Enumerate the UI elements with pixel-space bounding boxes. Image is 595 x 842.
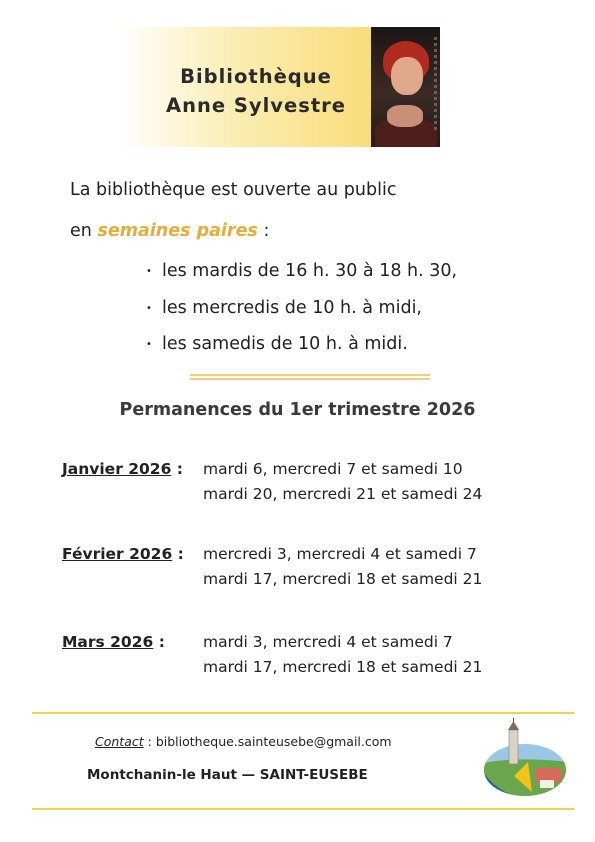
portrait-photo [371, 27, 440, 147]
bullet-icon: • [146, 302, 152, 314]
dates-line: mercredi 3, mercredi 4 et samedi 7 [203, 545, 477, 563]
month-label-february [62, 545, 184, 563]
contact-label: Contact [95, 734, 144, 749]
contact-email[interactable]: bibliotheque.sainteusebe@gmail.com [155, 734, 392, 749]
even-weeks-emphasis: semaines paires [97, 221, 258, 241]
footer-rule-top [32, 712, 574, 714]
village-logo [480, 718, 570, 800]
opening-weeks-suffix: : [263, 221, 270, 241]
town-name: Montchanin-le Haut — SAINT-EUSEBE [87, 767, 368, 783]
hours-text: les mercredis de 10 h. à midi, [162, 298, 422, 318]
opening-weeks [70, 221, 269, 241]
dates-line: mardi 6, mercredi 7 et samedi 10 [203, 460, 463, 478]
month-name: Février 2026 [62, 545, 173, 563]
opening-weeks-prefix: en [70, 221, 92, 241]
month-dates-january [203, 457, 482, 507]
hours-item [146, 298, 422, 318]
hours-item [146, 334, 408, 354]
month-sep: : [171, 460, 183, 478]
month-label-january [62, 460, 183, 478]
month-name: Mars 2026 [62, 633, 154, 651]
dates-line: mardi 17, mercredi 18 et samedi 21 [203, 658, 483, 676]
hours-item [146, 261, 457, 281]
dates-line: mardi 3, mercredi 4 et samedi 7 [203, 633, 453, 651]
hours-text: les mardis de 16 h. 30 à 18 h. 30, [162, 261, 458, 281]
dates-line: mardi 20, mercredi 21 et samedi 24 [203, 485, 483, 503]
month-label-march [62, 633, 165, 651]
contact-line [95, 734, 392, 749]
month-dates-february [203, 542, 482, 592]
library-title-line2: Anne Sylvestre [165, 94, 347, 117]
hours-text: les samedis de 10 h. à midi. [162, 334, 408, 354]
schedule-title: Permanences du 1er trimestre 2026 [119, 400, 476, 420]
footer-rule-bottom [32, 808, 574, 810]
month-name: Janvier 2026 [62, 460, 172, 478]
bullet-icon: • [146, 338, 152, 350]
section-divider [190, 374, 430, 380]
month-sep: : [153, 633, 165, 651]
dates-line: mardi 17, mercredi 18 et samedi 21 [203, 570, 483, 588]
book-spine-text [434, 37, 437, 132]
contact-sep: : [143, 734, 156, 749]
portrait-hands [387, 105, 423, 127]
library-title-line1: Bibliothèque [180, 65, 332, 88]
opening-intro: La bibliothèque est ouverte au public [70, 180, 397, 200]
portrait-face [391, 57, 423, 95]
library-title [140, 62, 372, 120]
bullet-icon: • [146, 265, 152, 277]
month-sep: : [172, 545, 184, 563]
month-dates-march [203, 630, 482, 680]
